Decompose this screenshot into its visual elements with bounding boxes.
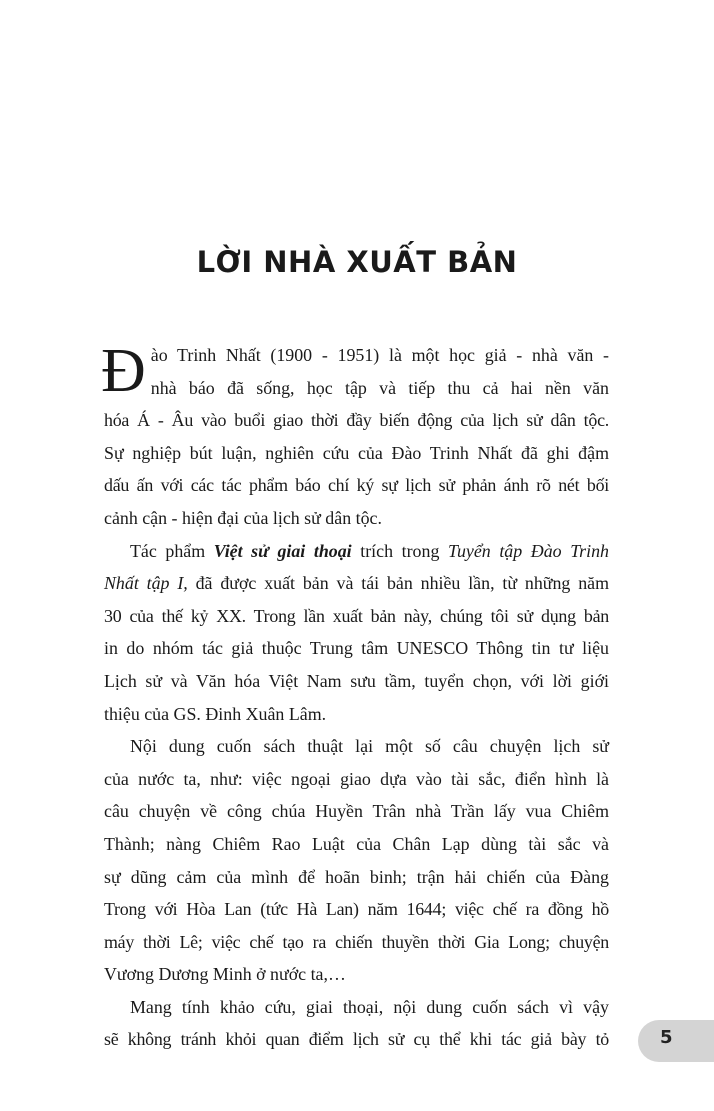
text-line: cảnh cận - hiện đại của lịch sử dân tộc. xyxy=(104,507,382,528)
collection-title-emphasis: Nhất tập I, xyxy=(104,573,188,594)
body-text xyxy=(101,337,610,1056)
text-line: dấu ấn với các tác phẩm báo chí ký sự lịch sử phản ánh rõ nét bối xyxy=(104,475,609,496)
text-line: máy thời Lê; việc chế tạo ra chiến thuyền thời Gia Long; chuyện xyxy=(104,931,609,952)
page-number: 5 xyxy=(660,1027,673,1048)
text-line: Nhất tập I, đã được xuất bản và tái bản nhiều lần, từ những năm xyxy=(104,573,610,594)
page-title: LỜI NHÀ XUẤT BẢN xyxy=(196,245,518,279)
collection-title-emphasis: Tuyển tập Đào Trinh xyxy=(448,540,609,561)
text-line: Thành; nàng Chiêm Rao Luật của Chân Lạp dùng tài sắc và xyxy=(104,833,609,854)
text-line: Lịch sử và Văn hóa Việt Nam sưu tầm, tuyển chọn, với lời giới xyxy=(104,670,609,691)
text-line: Sự nghiệp bút luận, nghiên cứu của Đào Trinh Nhất đã ghi đậm xyxy=(104,442,609,463)
text-line: Vương Dương Minh ở nước ta,… xyxy=(104,964,346,985)
text-line: của nước ta, như: việc ngoại giao dựa vào tài sắc, điển hình là xyxy=(104,768,609,789)
text-line: nhà báo đã sống, học tập và tiếp thu cả hai nền văn xyxy=(150,377,609,398)
text-line: thiệu của GS. Đinh Xuân Lâm. xyxy=(104,703,327,724)
text-line: 30 của thế kỷ XX. Trong lần xuất bản này, chúng tôi sử dụng bản xyxy=(104,605,609,626)
text-line: in do nhóm tác giả thuộc Trung tâm UNESCO Thông tin tư liệu xyxy=(104,638,609,659)
text-line: ào Trinh Nhất (1900 - 1951) là một học giả - nhà văn - xyxy=(150,345,609,365)
text-line: sẽ không tránh khỏi quan điểm lịch sử cụ thể khi tác giả bày tỏ xyxy=(104,1029,609,1050)
text-line: Mang tính khảo cứu, giai thoại, nội dung cuốn sách vì vậy xyxy=(130,996,609,1017)
text-line: câu chuyện về công chúa Huyền Trân nhà Trần lấy vua Chiêm xyxy=(104,801,609,822)
paragraph-content xyxy=(104,730,609,991)
text-line: hóa Á - Âu vào buổi giao thời đầy biến động của lịch sử dân tộc. xyxy=(104,410,609,431)
paragraph-nature xyxy=(104,991,609,1056)
paragraph-intro xyxy=(101,337,609,535)
text-line: Trong với Hòa Lan (tức Hà Lan) năm 1644; việc chế ra đồng hồ xyxy=(104,899,609,920)
text-line: sự dũng cảm của mình để hoãn binh; trận hải chiến của Đàng xyxy=(104,866,609,887)
drop-cap: Đ xyxy=(101,337,146,405)
paragraph-work xyxy=(104,535,609,731)
page-number-tab xyxy=(638,1020,714,1062)
text-line: Tác phẩm Việt sử giai thoại trích trong Tuyển tập Đào Trinh xyxy=(130,540,609,561)
text-line: Nội dung cuốn sách thuật lại một số câu chuyện lịch sử xyxy=(130,736,609,757)
book-title-emphasis: Việt sử giai thoại xyxy=(213,540,352,561)
